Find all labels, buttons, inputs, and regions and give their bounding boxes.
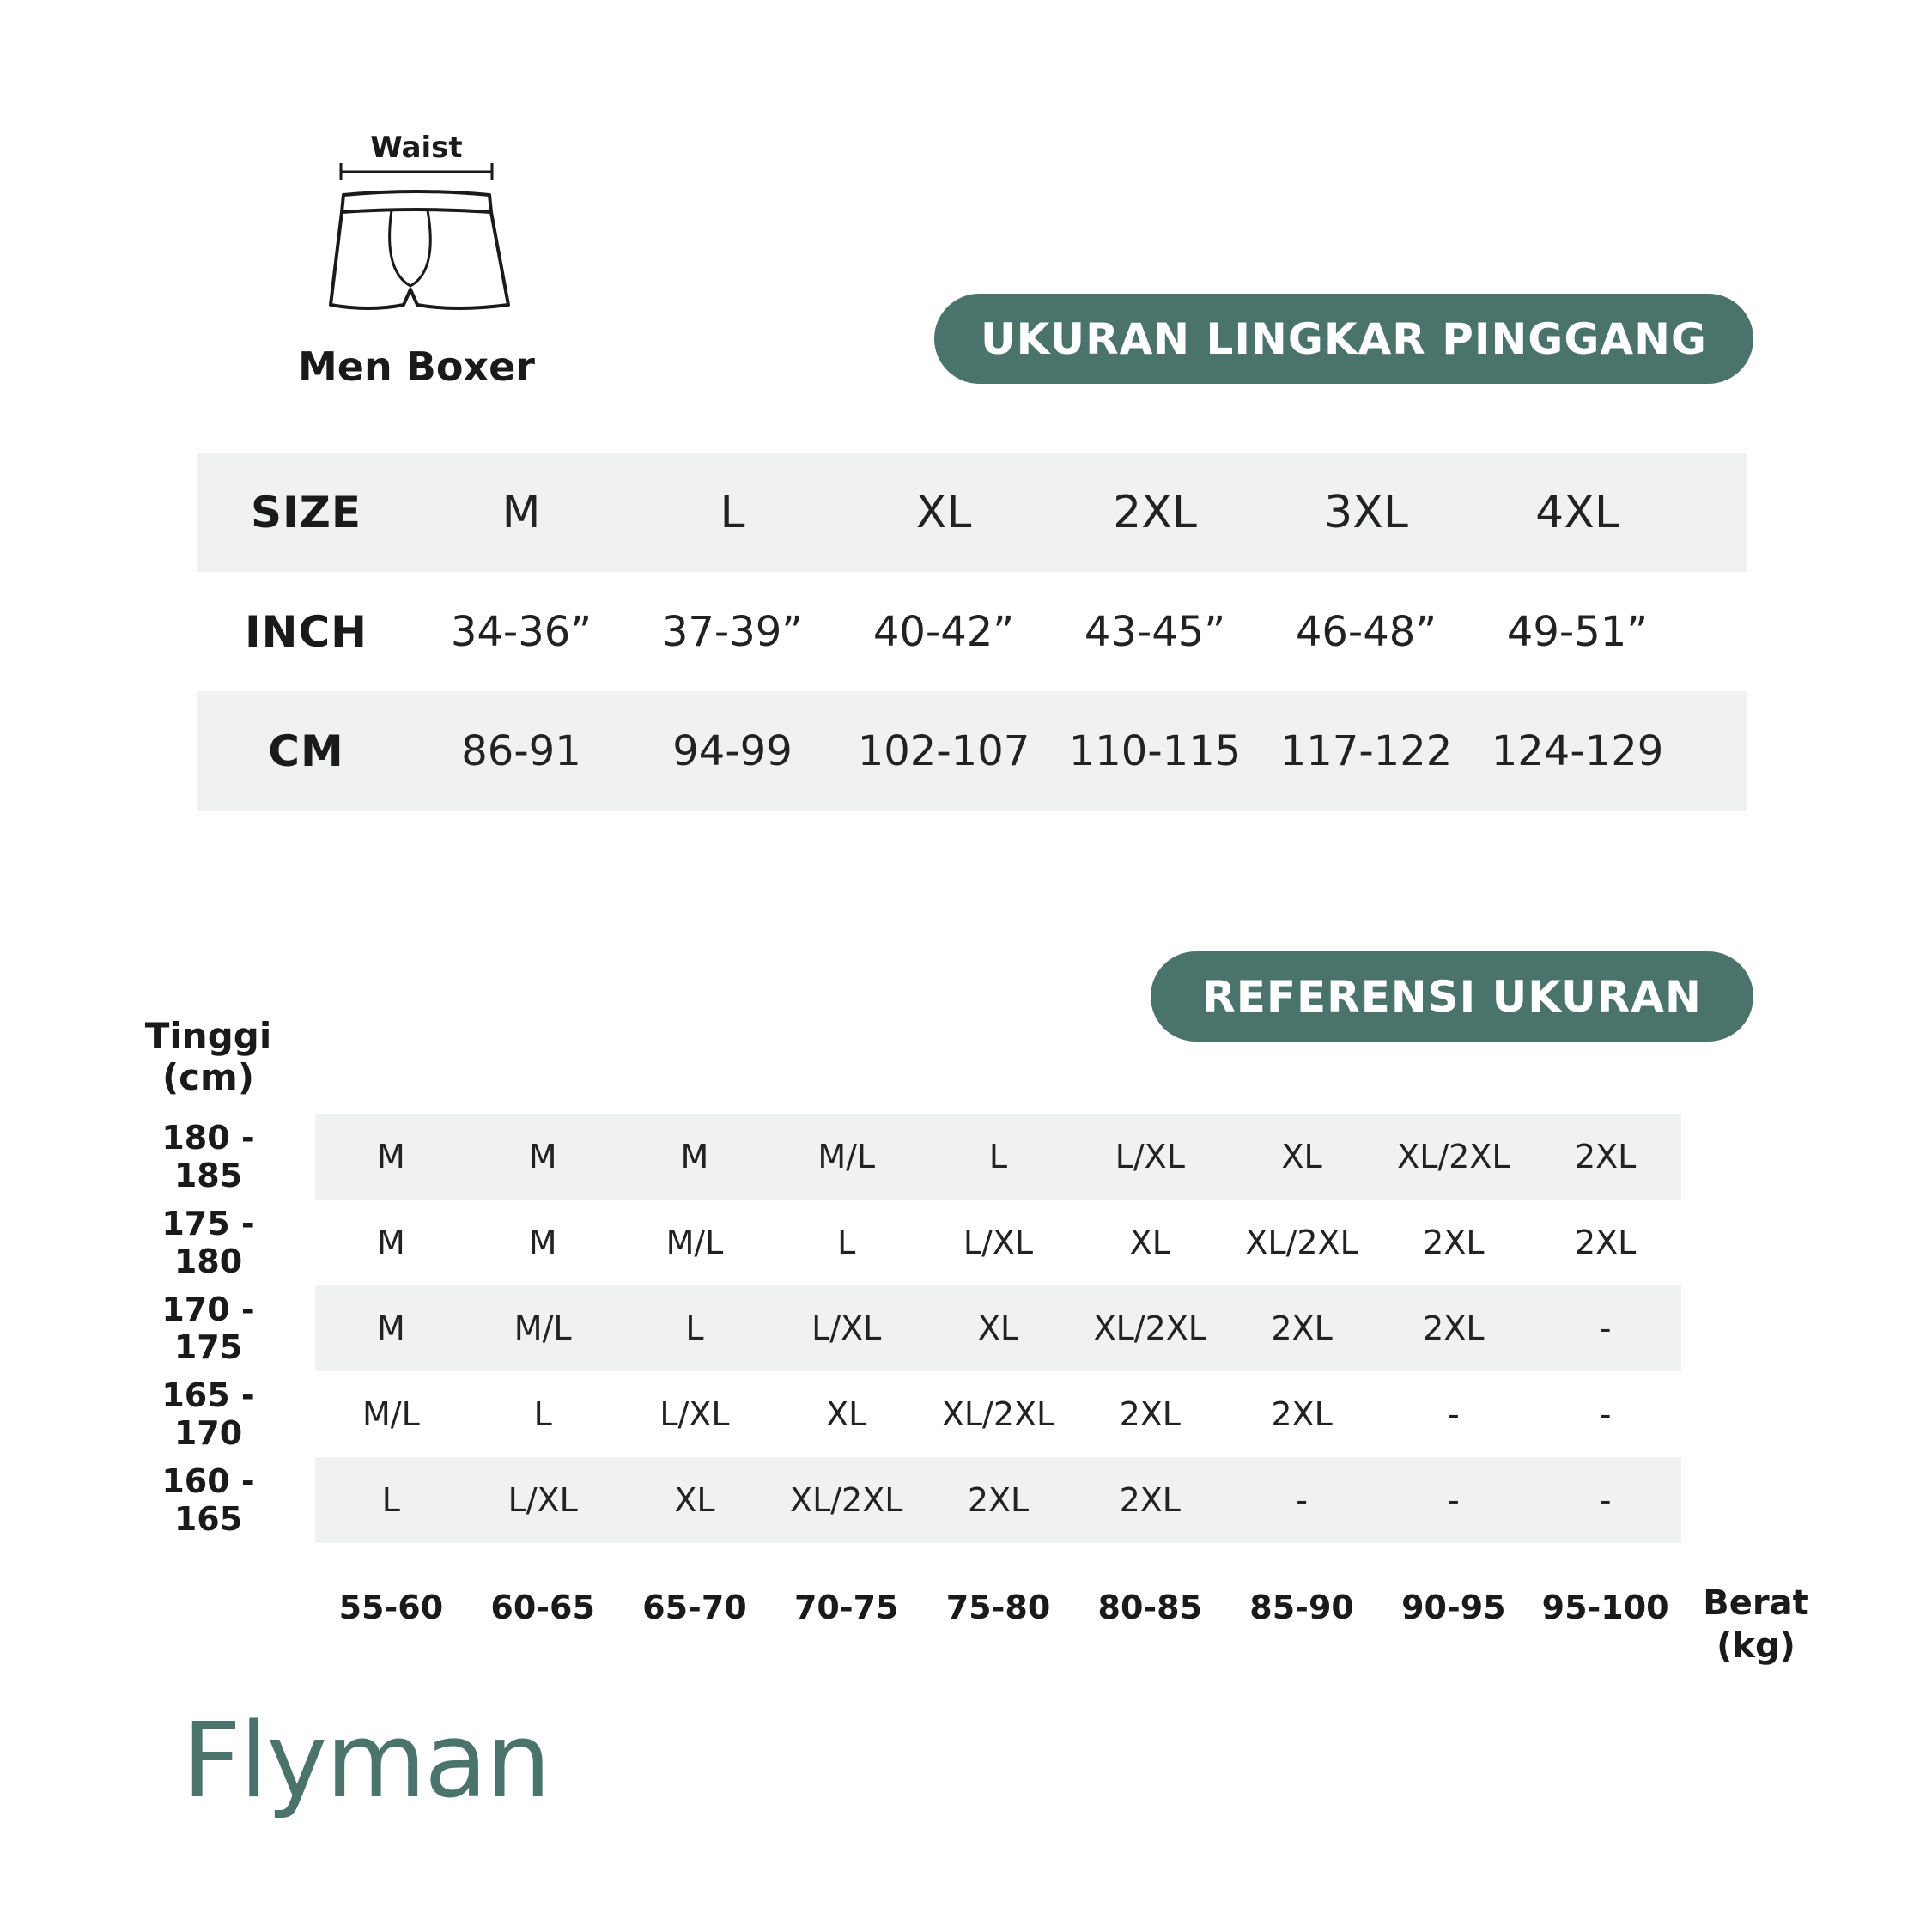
size-cell: L <box>988 1138 1008 1176</box>
size-cell: XL <box>1129 1224 1170 1261</box>
reference-row <box>129 1200 1681 1285</box>
weight-range: 75-80 <box>945 1589 1051 1626</box>
size-cell: M/L <box>513 1309 572 1347</box>
table-cell: 49-51” <box>1506 607 1649 656</box>
weight-range: 60-65 <box>490 1589 595 1626</box>
weight-range: 65-70 <box>642 1589 747 1626</box>
table-cell: 102-107 <box>857 726 1030 775</box>
size-cell: 2XL <box>1271 1309 1333 1347</box>
table-cell: 117-122 <box>1279 726 1453 775</box>
height-axis-label: Tinggi (cm) <box>144 1015 272 1098</box>
size-cell: - <box>1599 1309 1612 1347</box>
size-cell: L <box>685 1309 704 1347</box>
size-cell: M <box>528 1138 557 1176</box>
table-cell: 124-129 <box>1491 726 1664 775</box>
size-cell: 2XL <box>1574 1224 1637 1261</box>
table-cell: L <box>720 486 745 538</box>
size-cell: XL <box>674 1481 715 1519</box>
table-cell: 3XL <box>1324 486 1408 538</box>
product-caption: Men Boxer <box>298 343 535 390</box>
brand-logo: Flyman <box>182 1702 550 1821</box>
weight-range: 55-60 <box>338 1589 444 1626</box>
table-cell: 37-39” <box>661 607 804 656</box>
size-cell: - <box>1448 1395 1460 1433</box>
table-cell: 40-42” <box>872 607 1015 656</box>
height-range: 180 - 185 <box>161 1119 255 1194</box>
table-cell: 43-45” <box>1084 607 1226 656</box>
size-cell: 2XL <box>967 1481 1030 1519</box>
reference-row <box>129 1285 1681 1371</box>
waist-section-title: UKURAN LINGKAR PINGGANG <box>934 294 1753 384</box>
size-cell: M/L <box>362 1395 420 1433</box>
size-cell: M/L <box>665 1224 724 1261</box>
size-cell: 2XL <box>1423 1309 1485 1347</box>
size-cell: - <box>1599 1395 1612 1433</box>
weight-axis-label: Berat (kg) <box>1703 1583 1809 1666</box>
size-cell: XL/2XL <box>1397 1138 1510 1176</box>
size-cell: L <box>381 1481 400 1519</box>
row-label: CM <box>268 726 344 776</box>
size-cell: XL <box>1281 1138 1322 1176</box>
size-cell: XL/2XL <box>1093 1309 1206 1347</box>
size-cell: L/XL <box>659 1395 730 1433</box>
size-cell: 2XL <box>1119 1481 1181 1519</box>
size-cell: M <box>376 1138 405 1176</box>
weight-range: 80-85 <box>1097 1589 1203 1626</box>
row-label: SIZE <box>250 487 362 538</box>
size-cell: M <box>528 1224 557 1261</box>
size-cell: 2XL <box>1119 1395 1181 1433</box>
size-cell: XL/2XL <box>941 1395 1055 1433</box>
reference-row-cells <box>315 1371 1681 1457</box>
reference-row <box>129 1457 1681 1543</box>
table-cell: 2XL <box>1113 486 1197 538</box>
size-cell: M/L <box>817 1138 876 1176</box>
table-cell: 94-99 <box>672 726 793 775</box>
size-cell: XL <box>826 1395 867 1433</box>
table-cell: 86-91 <box>461 726 581 775</box>
size-cell: L/XL <box>507 1481 578 1519</box>
reference-row-cells <box>315 1285 1681 1371</box>
waist-size-table <box>197 453 1747 811</box>
table-cell: 46-48” <box>1295 607 1437 656</box>
weight-range: 70-75 <box>793 1589 899 1626</box>
height-range: 160 - 165 <box>161 1462 255 1538</box>
row-label: INCH <box>245 606 368 657</box>
reference-row <box>129 1371 1681 1457</box>
size-cell: L/XL <box>1115 1138 1185 1176</box>
size-cell: L/XL <box>963 1224 1034 1261</box>
table-row-size <box>197 453 1747 572</box>
table-cell: 4XL <box>1535 486 1619 538</box>
reference-row-cells <box>315 1114 1681 1200</box>
reference-row-cells <box>315 1200 1681 1285</box>
size-cell: XL/2XL <box>790 1481 903 1519</box>
size-cell: 2XL <box>1423 1224 1485 1261</box>
table-row-cm <box>197 691 1747 811</box>
weight-range: 95-100 <box>1541 1589 1669 1626</box>
waist-label: Waist <box>370 131 463 165</box>
height-range: 165 - 170 <box>161 1376 255 1452</box>
size-cell: XL/2XL <box>1245 1224 1358 1261</box>
size-cell: - <box>1599 1481 1612 1519</box>
table-cell: 34-36” <box>450 607 592 656</box>
boxer-briefs-icon <box>318 159 515 326</box>
reference-row <box>129 1114 1681 1200</box>
height-range: 175 - 180 <box>161 1205 255 1280</box>
size-cell: 2XL <box>1574 1138 1637 1176</box>
size-cell: M <box>376 1309 405 1347</box>
reference-section-title: REFERENSI UKURAN <box>1151 951 1753 1042</box>
weight-axis <box>315 1582 1681 1633</box>
size-cell: - <box>1448 1481 1460 1519</box>
size-cell: XL <box>977 1309 1019 1347</box>
reference-row-cells <box>315 1457 1681 1543</box>
size-cell: L <box>837 1224 856 1261</box>
table-cell: M <box>501 486 541 538</box>
size-cell: L/XL <box>811 1309 882 1347</box>
size-cell: 2XL <box>1271 1395 1333 1433</box>
table-cell: 110-115 <box>1068 726 1242 775</box>
weight-range: 90-95 <box>1401 1589 1506 1626</box>
table-cell: XL <box>915 486 972 538</box>
size-cell: L <box>533 1395 552 1433</box>
weight-range: 85-90 <box>1249 1589 1354 1626</box>
size-cell: M <box>376 1224 405 1261</box>
table-row-inch <box>197 572 1747 691</box>
size-cell: M <box>680 1138 709 1176</box>
height-range: 170 - 175 <box>161 1291 255 1366</box>
size-cell: - <box>1296 1481 1308 1519</box>
